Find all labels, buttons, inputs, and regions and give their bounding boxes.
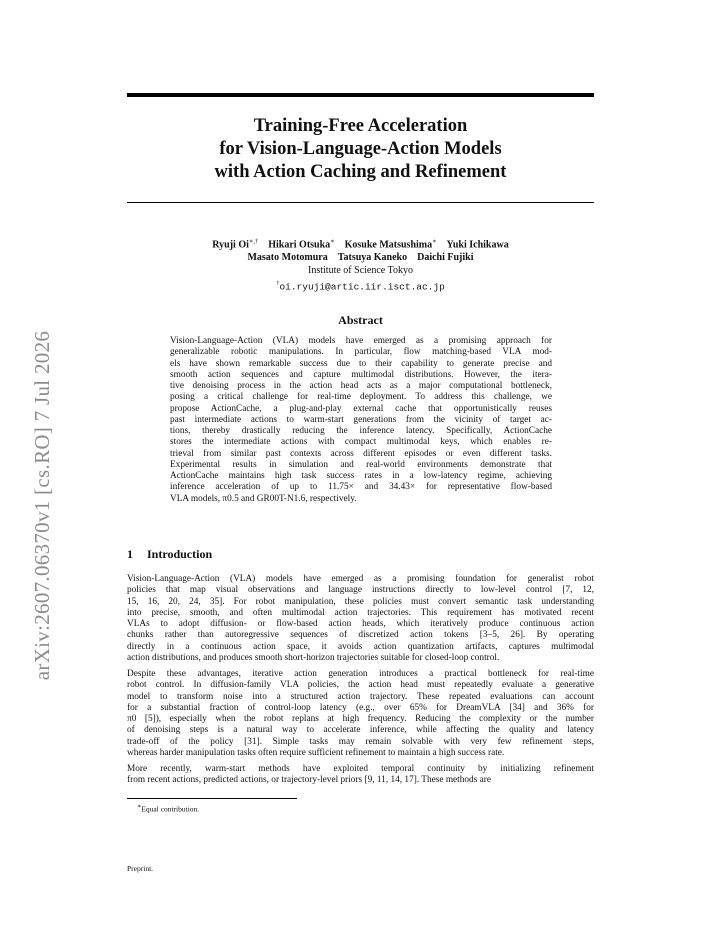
text-line: policies that map visual observations and language instructions directly to low-level control [7, 12, [127,585,594,596]
text-line: for a substantial fraction of control-loop latency (e.g., over 65% for DreamVLA [34] and 36% for [127,702,594,713]
text-line: π0 [5]), especially when the robot replans at high frequency. Reducing the complexity or the number [127,714,594,724]
intro-paragraph-3 [127,764,594,787]
title-top-rule [127,93,594,97]
footnote-text: Equal contribution. [141,804,200,814]
footnote-mark: ∗ [137,803,142,810]
text-line: Vision-Language-Action (VLA) models have emerged as a promising foundation for generalist robot [127,574,594,584]
author-name: Daichi Fujiki [417,252,474,264]
text-line: directly in a continuous action space, it avoids action quantization artifacts, captures multimodal [127,641,594,652]
text-line: propose ActionCache, a plug-and-play external cache that opportunistically reuses [170,403,552,414]
author-name: Ryuji Oi [212,239,249,251]
intro-paragraph-1 [127,574,594,664]
author-name: Masato Motomura [247,252,328,264]
title-line: Training-Free Acceleration [253,116,468,136]
intro-paragraph-2 [127,669,594,759]
text-line: inference acceleration of up to 11.75× and 34.43× for representative flow-based [170,482,552,493]
author-name: Tatsuya Kaneko [337,252,408,264]
arxiv-identifier: arXiv:2607.06370v1 [cs.RO] 7 Jul 2026 [30,330,55,680]
footnote [137,803,199,814]
text-line: Experimental results in simulation and real-world environments demonstrate that [170,459,552,470]
text-line: tive denoising process in the action head acts as a major computational bottleneck, [170,381,552,391]
footnote-rule [127,798,297,799]
text-line: Despite these advantages, iterative action generation introduces a practical bottleneck for real-time [127,669,594,679]
author-block [127,235,594,294]
text-line: tions, thereby drastically reducing the inference latency. Specifically, ActionCache [170,426,552,436]
text-line: stores the intermediate actions with compact multimodal keys, which enables re- [170,437,552,448]
text-line: generalizable robotic manipulations. In particular, flow matching-based VLA mod- [170,347,552,358]
author-mark: ∗ [330,238,335,245]
section-title: Introduction [147,547,213,561]
author-name: Hikari Otsuka [268,239,331,251]
text-line: trieval from similar past contexts across different episodes or even different tasks. [170,448,552,459]
affiliation: Institute of Science Tokyo [308,265,413,277]
preprint-label: Preprint. [127,864,154,873]
abstract-body [170,336,552,505]
paper-title [127,115,594,184]
text-line: 15, 16, 20, 24, 35]. For robot manipulation, these policies must convert semantic task understanding [127,596,594,607]
text-line: Vision-Language-Action (VLA) models have emerged as a promising approach for [170,336,552,346]
text-line: past intermediate actions to warm-start generations from the vicinity of target ac- [170,414,552,425]
text-line: trade-off of the policy [31]. Simple tasks may remain solvable with very few refinement steps, [127,736,594,747]
text-line: els have shown remarkable success due to their capability to generate precise and [170,358,552,369]
text-line: whereas harder manipulation tasks often require sufficient refinement to maintain a high success rate. [127,747,505,758]
author-line-1 [127,235,594,251]
text-line: posing a critical challenge for real-time deployment. To address this challenge, we [170,392,552,403]
text-line: from recent actions, predicted actions, or trajectory-level priors [9, 11, 14, 17]. These methods are [127,775,491,786]
section-number: 1 [127,547,133,561]
email-mark: † [276,280,280,288]
author-mark: ∗ [432,238,437,245]
text-line: action distributions, and produces smooth short-horizon trajectories suitable for closed-loop control. [127,652,500,663]
author-mark: ∗,† [248,238,259,245]
text-line: model to transform noise into a structured action trajectory. These repeated evaluations can account [127,691,594,702]
text-line: robot control. In diffusion-family VLA policies, the action head must repeatedly evaluate a generative [127,680,594,691]
text-line: into precise, smooth, and often multimodal action trajectories. This requirement has motivated recent [127,607,594,618]
text-line: smooth action sequences and capture multimodal distributions. However, the itera- [170,369,552,380]
title-line: for Vision-Language-Action Models [219,139,502,159]
text-line: More recently, warm-start methods have exploited temporal continuity by initializing refinement [127,764,594,774]
text-line: of denoising steps is a natural way to accelerate inference, while affecting the quality and latency [127,725,594,736]
author-name: Kosuke Matsushima [344,239,433,251]
email-address[interactable]: oi.ryuji@artic.iir.isct.ac.jp [279,281,445,293]
author-line-2 [127,251,594,264]
section-heading [127,547,212,562]
title-bottom-rule [127,202,594,203]
text-line: VLAs to adopt diffusion- or flow-based action heads, which iteratively produce continuous action [127,619,594,629]
text-line: VLA models, π0.5 and GR00T-N1.6, respectively. [170,493,357,504]
text-line: chunks rather than autoregressive sequences of discretized action tokens [3–5, 26]. By operating [127,630,594,641]
author-name: Yuki Ichikawa [446,239,509,251]
abstract-heading: Abstract [338,313,383,327]
author-email [127,277,594,293]
text-line: ActionCache maintains high task success rates in a low-latency regime, achieving [170,471,552,481]
title-line: with Action Caching and Refinement [214,162,507,182]
